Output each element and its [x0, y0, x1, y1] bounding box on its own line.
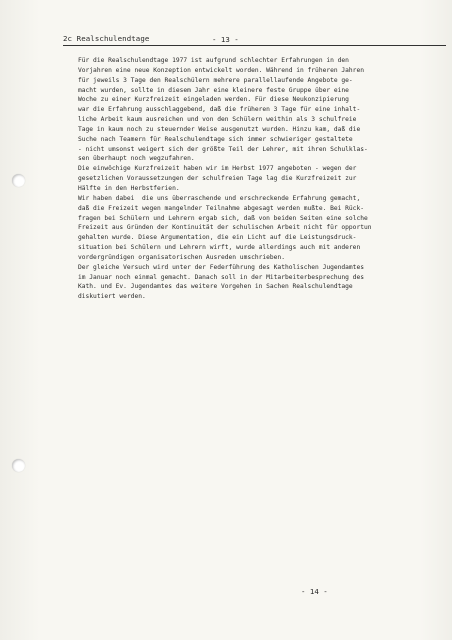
header-rule: [63, 45, 446, 46]
body-line: für jeweils 3 Tage den Realschülern mehrere parallellaufende Angebote ge-: [78, 76, 353, 84]
body-line: Kath. und Ev. Jugendamtes das weitere Vorgehen in Sachen Realschulendtage: [78, 283, 353, 291]
body-line: Woche zu einer Kurzfreizeit eingeladen werden. Für diese Neukonzipierung: [78, 96, 349, 104]
body-line: Die einwöchige Kurzfreizeit haben wir im Herbst 1977 angeboten - wegen der: [78, 165, 357, 173]
body-line: sen überhaupt noch wegzufahren.: [78, 155, 195, 163]
body-line: liche Arbeit kaum ausreichen und von den Schülern weithin als 3 schulfreie: [78, 116, 357, 124]
punch-hole-bottom: [12, 459, 25, 472]
body-line: fragen bei Schülern und Lehrern ergab sich, daß von beiden Seiten eine solche: [78, 214, 368, 222]
body-line: Suche nach Teamern für Realschulendtage sich immer schwieriger gestaltete: [78, 135, 353, 143]
body-line: gehalten wurde. Diese Argumentation, die ein Licht auf die Leistungsdruck-: [78, 234, 357, 242]
body-line: im Januar noch einmal gemacht. Danach soll in der Mitarbeiterbesprechung des: [78, 273, 364, 281]
body-line: diskutiert werden.: [78, 293, 146, 301]
page-number: - 13 -: [212, 35, 239, 44]
body-line: - nicht umsonst weigert sich der größte Teil der Lehrer, mit ihren Schulklas-: [78, 145, 368, 153]
body-line: vordergründigen organisatorischen Ausreden umschrieben.: [78, 253, 285, 261]
body-text: [78, 56, 428, 302]
body-line: Vorjahren eine neue Konzeption entwickelt worden. Während in früheren Jahren: [78, 66, 364, 74]
body-line: Tage in kaum noch zu steuernder Weise ausgenutzt wurden. Hinzu kam, daß die: [78, 125, 361, 133]
body-line: daß die Freizeit wegen mangelnder Teilnahme abgesagt werden mußte. Bei Rück-: [78, 204, 364, 212]
body-line: situation bei Schülern und Lehrern wirft, wurde allerdings auch mit anderen: [78, 244, 361, 252]
body-line: macht wurden, sollte in diesem Jahr eine kleinere feste Gruppe über eine: [78, 86, 349, 94]
body-line: Wir haben dabei die uns überraschende und erschreckende Erfahrung gemacht,: [78, 194, 361, 202]
body-line: Der gleiche Versuch wird unter der Federführung des Katholischen Jugendamtes: [78, 263, 364, 271]
body-line: Für die Realschulendtage 1977 ist aufgrund schlechter Erfahrungen in den: [78, 57, 349, 64]
body-line: gesetzlichen Voraussetzungen der schulfreien Tage lag die Kurzfreizeit zur: [78, 175, 357, 183]
body-line: Freizeit aus Gründen der Kontinuität der schulischen Arbeit nicht für opportun: [78, 224, 372, 232]
body-line: Hälfte in den Herbstferien.: [78, 184, 180, 192]
next-page-marker: - 14 -: [301, 587, 328, 596]
punch-hole-top: [12, 174, 25, 187]
body-line: war die Erfahrung ausschlaggebend, daß die früheren 3 Tage für eine inhalt-: [78, 106, 361, 114]
section-heading: 2c Realschulendtage: [63, 34, 150, 43]
